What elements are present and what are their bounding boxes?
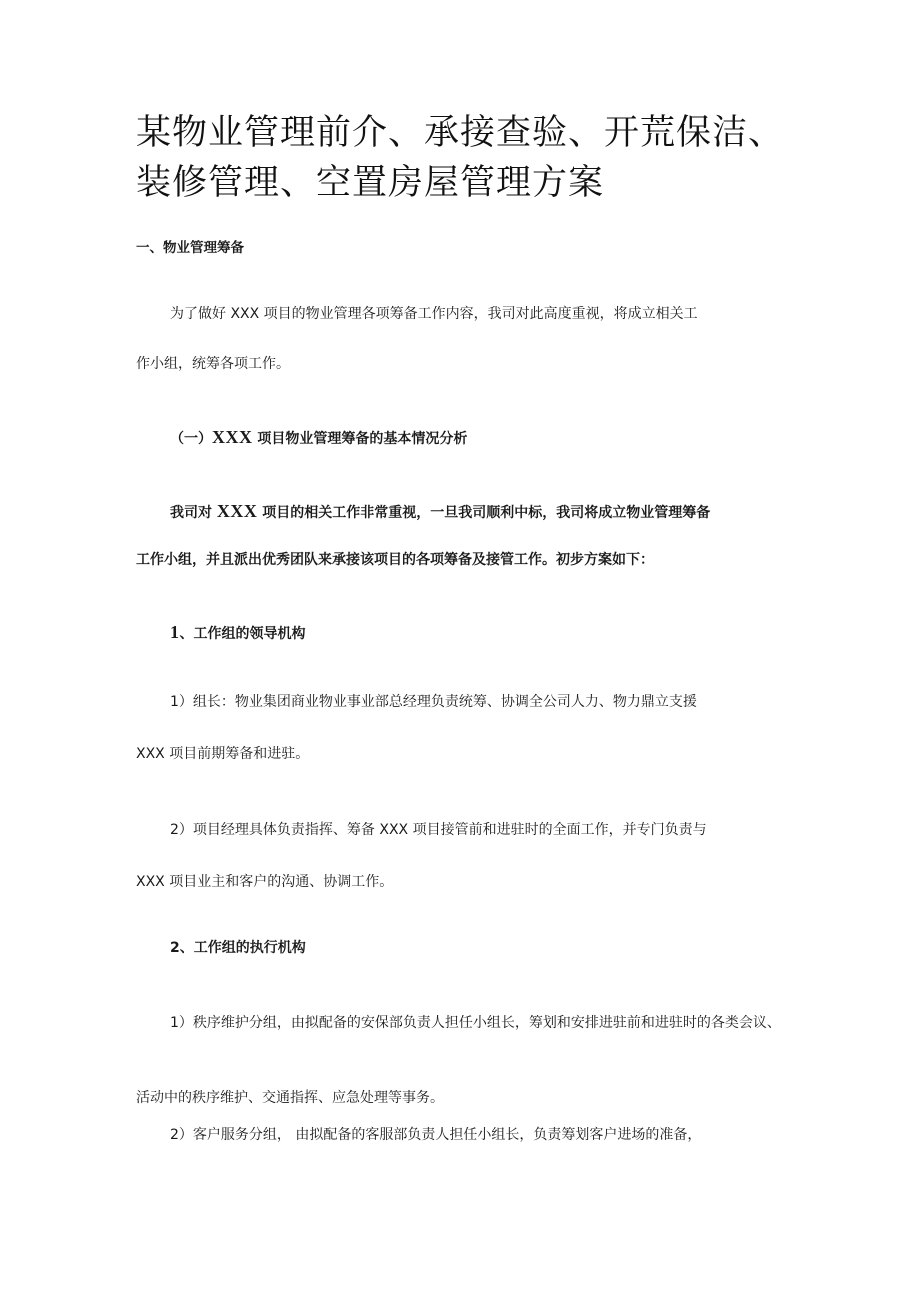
paragraph-line: 1）组长：物业集团商业物业事业部总经理负责统筹、协调全公司人力、物力鼎立支援 — [170, 694, 697, 710]
paragraph-rest: 项目的相关工作非常重视，一旦我司顺利中标，我司将成立物业管理筹备 — [257, 505, 711, 521]
subsection-heading-xxx: XXX — [212, 427, 253, 447]
paragraph-line: 作小组，统筹各项工作。 — [136, 356, 290, 372]
paragraph-line: 2）客户服务分组， 由拟配备的客服部负责人担任小组长，负责筹划客户进场的准备， — [170, 1127, 702, 1143]
paragraph-line: 活动中的秩序维护、交通指挥、应急处理等事务。 — [136, 1090, 444, 1106]
paragraph-line: 1）秩序维护分组，由拟配备的安保部负责人担任小组长，筹划和安排进驻前和进驻时的各类会议、 — [170, 1015, 781, 1031]
paragraph-line — [170, 501, 710, 523]
subsection-heading-rest: 项目物业管理筹备的基本情况分析 — [252, 431, 468, 447]
subsection-heading — [170, 427, 467, 449]
paragraph-line: 2）项目经理具体负责指挥、筹备 XXX 项目接管前和进驻时的全面工作，并专门负责与 — [170, 822, 707, 838]
paragraph-line: 工作小组，并且派出优秀团队来承接该项目的各项筹备及接管工作。初步方案如下： — [136, 552, 654, 568]
paragraph-xxx: XXX — [216, 501, 258, 521]
section-heading: 一、物业管理筹备 — [136, 240, 244, 256]
item-heading-number: 1 — [170, 622, 180, 642]
subsection-heading-prefix: （一） — [170, 431, 212, 447]
item-heading — [170, 622, 306, 644]
item-heading-rest: 、工作组的领导机构 — [179, 626, 306, 642]
paragraph-line: 为了做好 XXX 项目的物业管理各项筹备工作内容，我司对此高度重视，将成立相关工 — [170, 306, 698, 322]
paragraph-line: XXX 项目前期筹备和进驻。 — [136, 746, 310, 762]
paragraph-line: XXX 项目业主和客户的沟通、协调工作。 — [136, 874, 394, 890]
item-heading: 2、工作组的执行机构 — [170, 940, 306, 956]
document-title: 某物业管理前介、承接查验、开荒保洁、装修管理、空置房屋管理方案 — [136, 113, 785, 203]
paragraph-prefix: 我司对 — [170, 505, 217, 521]
